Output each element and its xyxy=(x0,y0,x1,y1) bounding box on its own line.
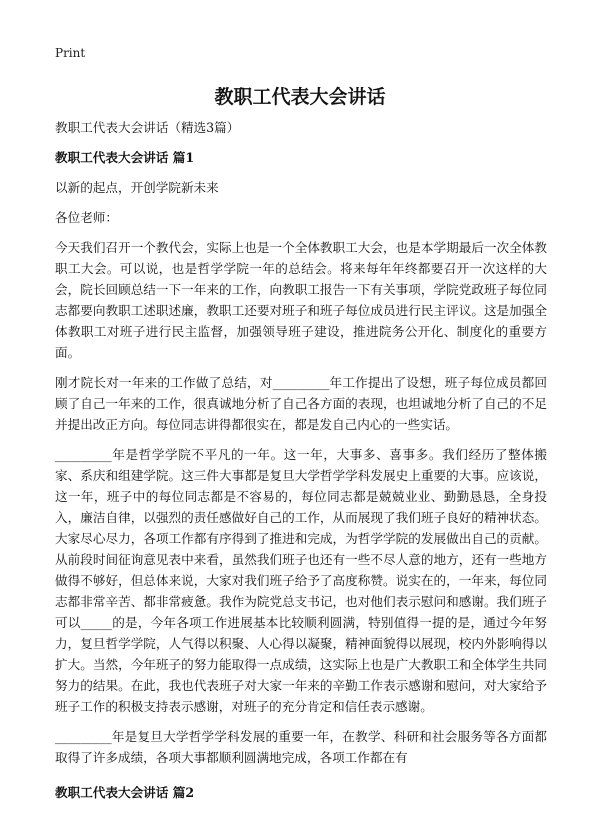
speech-salutation: 各位老师： xyxy=(55,210,118,225)
speech-slogan: 以新的起点，开创学院新未来 xyxy=(55,180,219,195)
section-1-heading: 教职工代表大会讲话 篇1 xyxy=(55,150,195,165)
paragraph-4: _________年是复旦大学哲学学科发展的重要一年，在教学、科研和社会服务等各方面都取得了许多成绩，各项大事都顺利圆满地完成，各项工作都在有 xyxy=(55,729,547,765)
document-body xyxy=(55,117,547,812)
paragraph-1: 今天我们召开一个教代会，实际上也是一个全体教职工大会，也是本学期最后一次全体教职工大会。可以说，也是哲学学院一年的总结会。将来每年年终都要召开一次这样的大会，院长回顾总结一下一年来的工作，向教职工报告一下有关事项，学院党政班子每位同志都要向教职工述职述廉，教职工还要对班子和班子每位成员进行民主评议。这是加强全体教职工对班子进行民主监督，加强领导班子建设，推进院务公开化、制度化的重要方面。 xyxy=(55,240,547,360)
print-link[interactable]: Print xyxy=(55,46,86,60)
paragraph-3: _________年是哲学学院不平凡的一年。这一年，大事多、喜事多。我们经历了整体搬家、系庆和组建学院。这三件大事都是复旦大学哲学学科发展史上重要的大事。应该说，这一年，班子中的每位同志都是不容易的，每位同志都是兢兢业业、勤勤恳恳，全身投入，廉洁自律，以强烈的责任感做好自己的工作，从而展现了我们班子良好的精神状态。大家尽心尽力，各项工作都有序得到了推进和完成，为哲学学院的发展做出自己的贡献。从前段时间征询意见表中来看，虽然我们班子也还有一些不尽人意的地方，还有一些地方做得不够好，但总体来说，大家对我们班子给予了高度称赞。说实在的，一年来，每位同志都非常辛苦、都非常疲惫。我作为院党总支书记，也对他们表示慰问和感谢。我们班子可以_____的是，今年各项工作进展基本比较顺利圆满，特别值得一提的是，通过今年努力，复旦哲学学院，人气得以积聚、人心得以凝聚，精神面貌得以展现，校内外影响得以扩大。当然，今年班子的努力能取得一点成绩，这实际上也是广大教职工和全体学生共同努力的结果。在此，我也代表班子对大家一年来的辛勤工作表示感谢和慰问，对大家给予班子工作的积极支持表示感谢，对班子的充分肯定和信任表示感谢。 xyxy=(55,447,547,714)
section-2-heading: 教职工代表大会讲话 篇2 xyxy=(55,785,195,800)
document-subtitle: 教职工代表大会讲话（精选3篇） xyxy=(55,120,240,135)
page-title: 教职工代表大会讲话 xyxy=(214,86,386,108)
paragraph-2: 刚才院长对一年来的工作做了总结，对_________年工作提出了设想，班子每位成员都回顾了自己一年来的工作，很真诚地分析了自己各方面的表现，也坦诚地分析了自己的不足并提出改正方向。每位同志讲得都很实在，都是发自己内心的一些实话。 xyxy=(55,375,547,432)
